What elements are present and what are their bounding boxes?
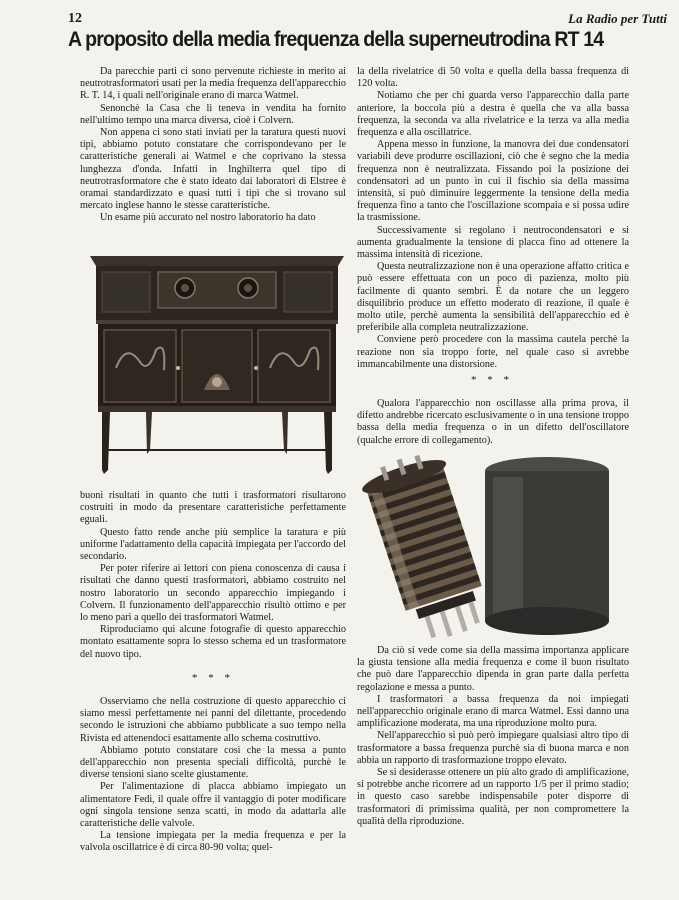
paragraph: Riproduciamo qui alcune fotografie di questo apparecchio montato esattamente sopra lo stesso schema ed un trasformatore del nuovo tipo.	[80, 624, 346, 660]
paragraph: Se si desiderasse ottenere un più alto grado di amplificazione, si potrebbe anche ricorrere ad un rapporto 1/5 per il primo stadio; in questo caso sarebbe indispensabile poter disporre di trasformatori di primissima qualità, per non compromettere la qualità della riproduzione.	[357, 767, 629, 827]
column-2-bottom	[357, 645, 629, 828]
column-1-bottom	[80, 696, 346, 855]
paragraph: Conviene però procedere con la massima cautela perchè la reazione non sia troppo forte, nel quale caso si avrebbe immancabilmente una distorsione.	[357, 334, 629, 370]
paragraph: buoni risultati in quanto che tutti i trasformatori risultarono costruiti in modo da presentare caratteristiche perfettamente eguali.	[80, 490, 346, 526]
paragraph: la della rivelatrice di 50 volta e quella della bassa frequenza di 120 volta.	[357, 66, 629, 90]
column-2-top	[357, 66, 629, 371]
column-2-middle	[357, 398, 629, 447]
paragraph: I trasformatori a bassa frequenza da noi impiegati nell'apparecchio originale erano di marca Watmel. Essi danno una amplificazione moderata, ma una riproduzione molto pura.	[357, 693, 629, 730]
paragraph: Notiamo che per chi guarda verso l'apparecchio dalla parte anteriore, la boccola più a destra è quella che va alla bassa frequenza, la seconda va alla rivelatrice e la terza va alla media frequenza e alla oscillatrice.	[357, 90, 629, 139]
section-separator: * * *	[192, 672, 234, 684]
paragraph: Successivamente si regolano i neutrocondensatori e si aumenta gradualmente la tensione di placca fino ad ottenere la massima intensità di ricezione.	[357, 224, 629, 261]
paragraph: Per poter riferire ai lettori con piena conoscenza di causa i risultati che danno questi trasformatori, abbiamo costruito nel nostro laboratorio un secondo apparecchio impiegando i Colvern. Il funzionamento dell'apparecchio risultò ottimo e per lo meno pari a quello dei trasformatori Watmel.	[80, 563, 346, 624]
section-separator: * * *	[471, 374, 513, 386]
paragraph: La tensione impiegata per la media frequenza e per la valvola oscillatrice è di circa 80-90 volta; quel-	[80, 830, 346, 854]
paragraph: Da ciò si vede come sia della massima importanza applicare la giusta tensione alla media frequenza e come il buon risultato che può dare l'apparecchio dipenda in gran parte dalla perfetta regolazione e messa a punto.	[357, 645, 629, 693]
paragraph: Qualora l'apparecchio non oscillasse alla prima prova, il difetto andrebbe ricercato esclusivamente o in una tensione troppo bassa della media frequenza o in un difetto dell'oscillatore (qualche errore di collegamento).	[357, 398, 629, 446]
paragraph: Osserviamo che nella costruzione di questo apparecchio ci siamo messi perfettamente nei panni del dilettante, procedendo secondo le istruzioni che abbiamo pubblicate a suo tempo nella Rivista ed attenendoci esattamente allo schema costruttivo.	[80, 696, 346, 744]
transformer-photo	[357, 455, 611, 641]
paragraph: Abbiamo potuto constatare così che la messa a punto dell'apparecchio non presenta speciali difficoltà, purchè le diverse tensioni siano scelte giustamente.	[80, 744, 346, 781]
paragraph: Questa neutralizzazione non è una operazione affatto critica e può essere effettuata con un poco di pazienza, molto più facilmente di quanto sembri. È da notare che un leggero disquilibrio produce un effetto moderato di reazione, il quale è molto utile, perchè aumenta la sensibilità dell'apparecchio ed è preferibile alla completa neutralizzazione.	[357, 261, 629, 334]
radio-cabinet-photo	[86, 250, 348, 480]
paragraph: Per l'alimentazione di placca abbiamo impiegato un alimentatore Fedi, il quale offre il vantaggio di poter modificare ogni singola tensione senza scatti, in modo da adattarla alle caratteristiche delle valvole.	[80, 781, 346, 830]
paragraph: Non appena ci sono stati inviati per la taratura questi nuovi tipi, abbiamo potuto constatare che corrispondevano per le caratteristiche generali ai Watmel e che coprivano la stessa lunghezza d'onda. Infatti in Inghilterra quel tipo di neutrotrasformatore che è stato ideato dai laboratori di Elstree è oramai standardizzato e quasi tutti i tipi che si trovano sul mercato inglese hanno le stesse caratteristiche.	[80, 127, 346, 212]
paragraph: Appena messo in funzione, la manovra dei due condensatori variabili deve produrre oscillazioni, ciò che è segno che la media frequenza non è neutralizzata. Fissando poi la posizione dei condensatori ad un punto in cui il fischio sia della massima intensità, si può diminuire leggermente la tensione della media frequenza fino a tanto che l'oscillazione scompaia e si possa udire la trasmissione.	[357, 139, 629, 224]
paragraph: Nell'apparecchio si può però impiegare qualsiasi altro tipo di trasformatore a bassa frequenza purchè sia di buona marca e non abbia un rapporto di trasformazione troppo elevato.	[357, 730, 629, 766]
paragraph: Senonchè la Casa che li teneva in vendita ha fornito nell'ultimo tempo una marca diversa, cioè i Colvern.	[80, 102, 346, 126]
column-1-top	[80, 66, 346, 225]
magazine-name: La Radio per Tutti	[568, 11, 667, 26]
column-1-middle	[80, 490, 346, 661]
article-title: A proposito della media frequenza della superneutrodina RT 14	[68, 28, 604, 51]
paragraph: Da parecchie parti ci sono pervenute richieste in merito ai neutrotrasformatori usati per la media frequenza dell'apparecchio R. T. 14, i quali nell'originale erano di marca Watmel.	[80, 66, 346, 102]
paragraph: Questo fatto rende anche più semplice la taratura e più uniforme l'adattamento della capacità impiegata per l'accordo del secondario.	[80, 526, 346, 563]
page-number: 12	[68, 11, 82, 26]
paragraph: Un esame più accurato nel nostro laboratorio ha dato	[100, 212, 316, 224]
